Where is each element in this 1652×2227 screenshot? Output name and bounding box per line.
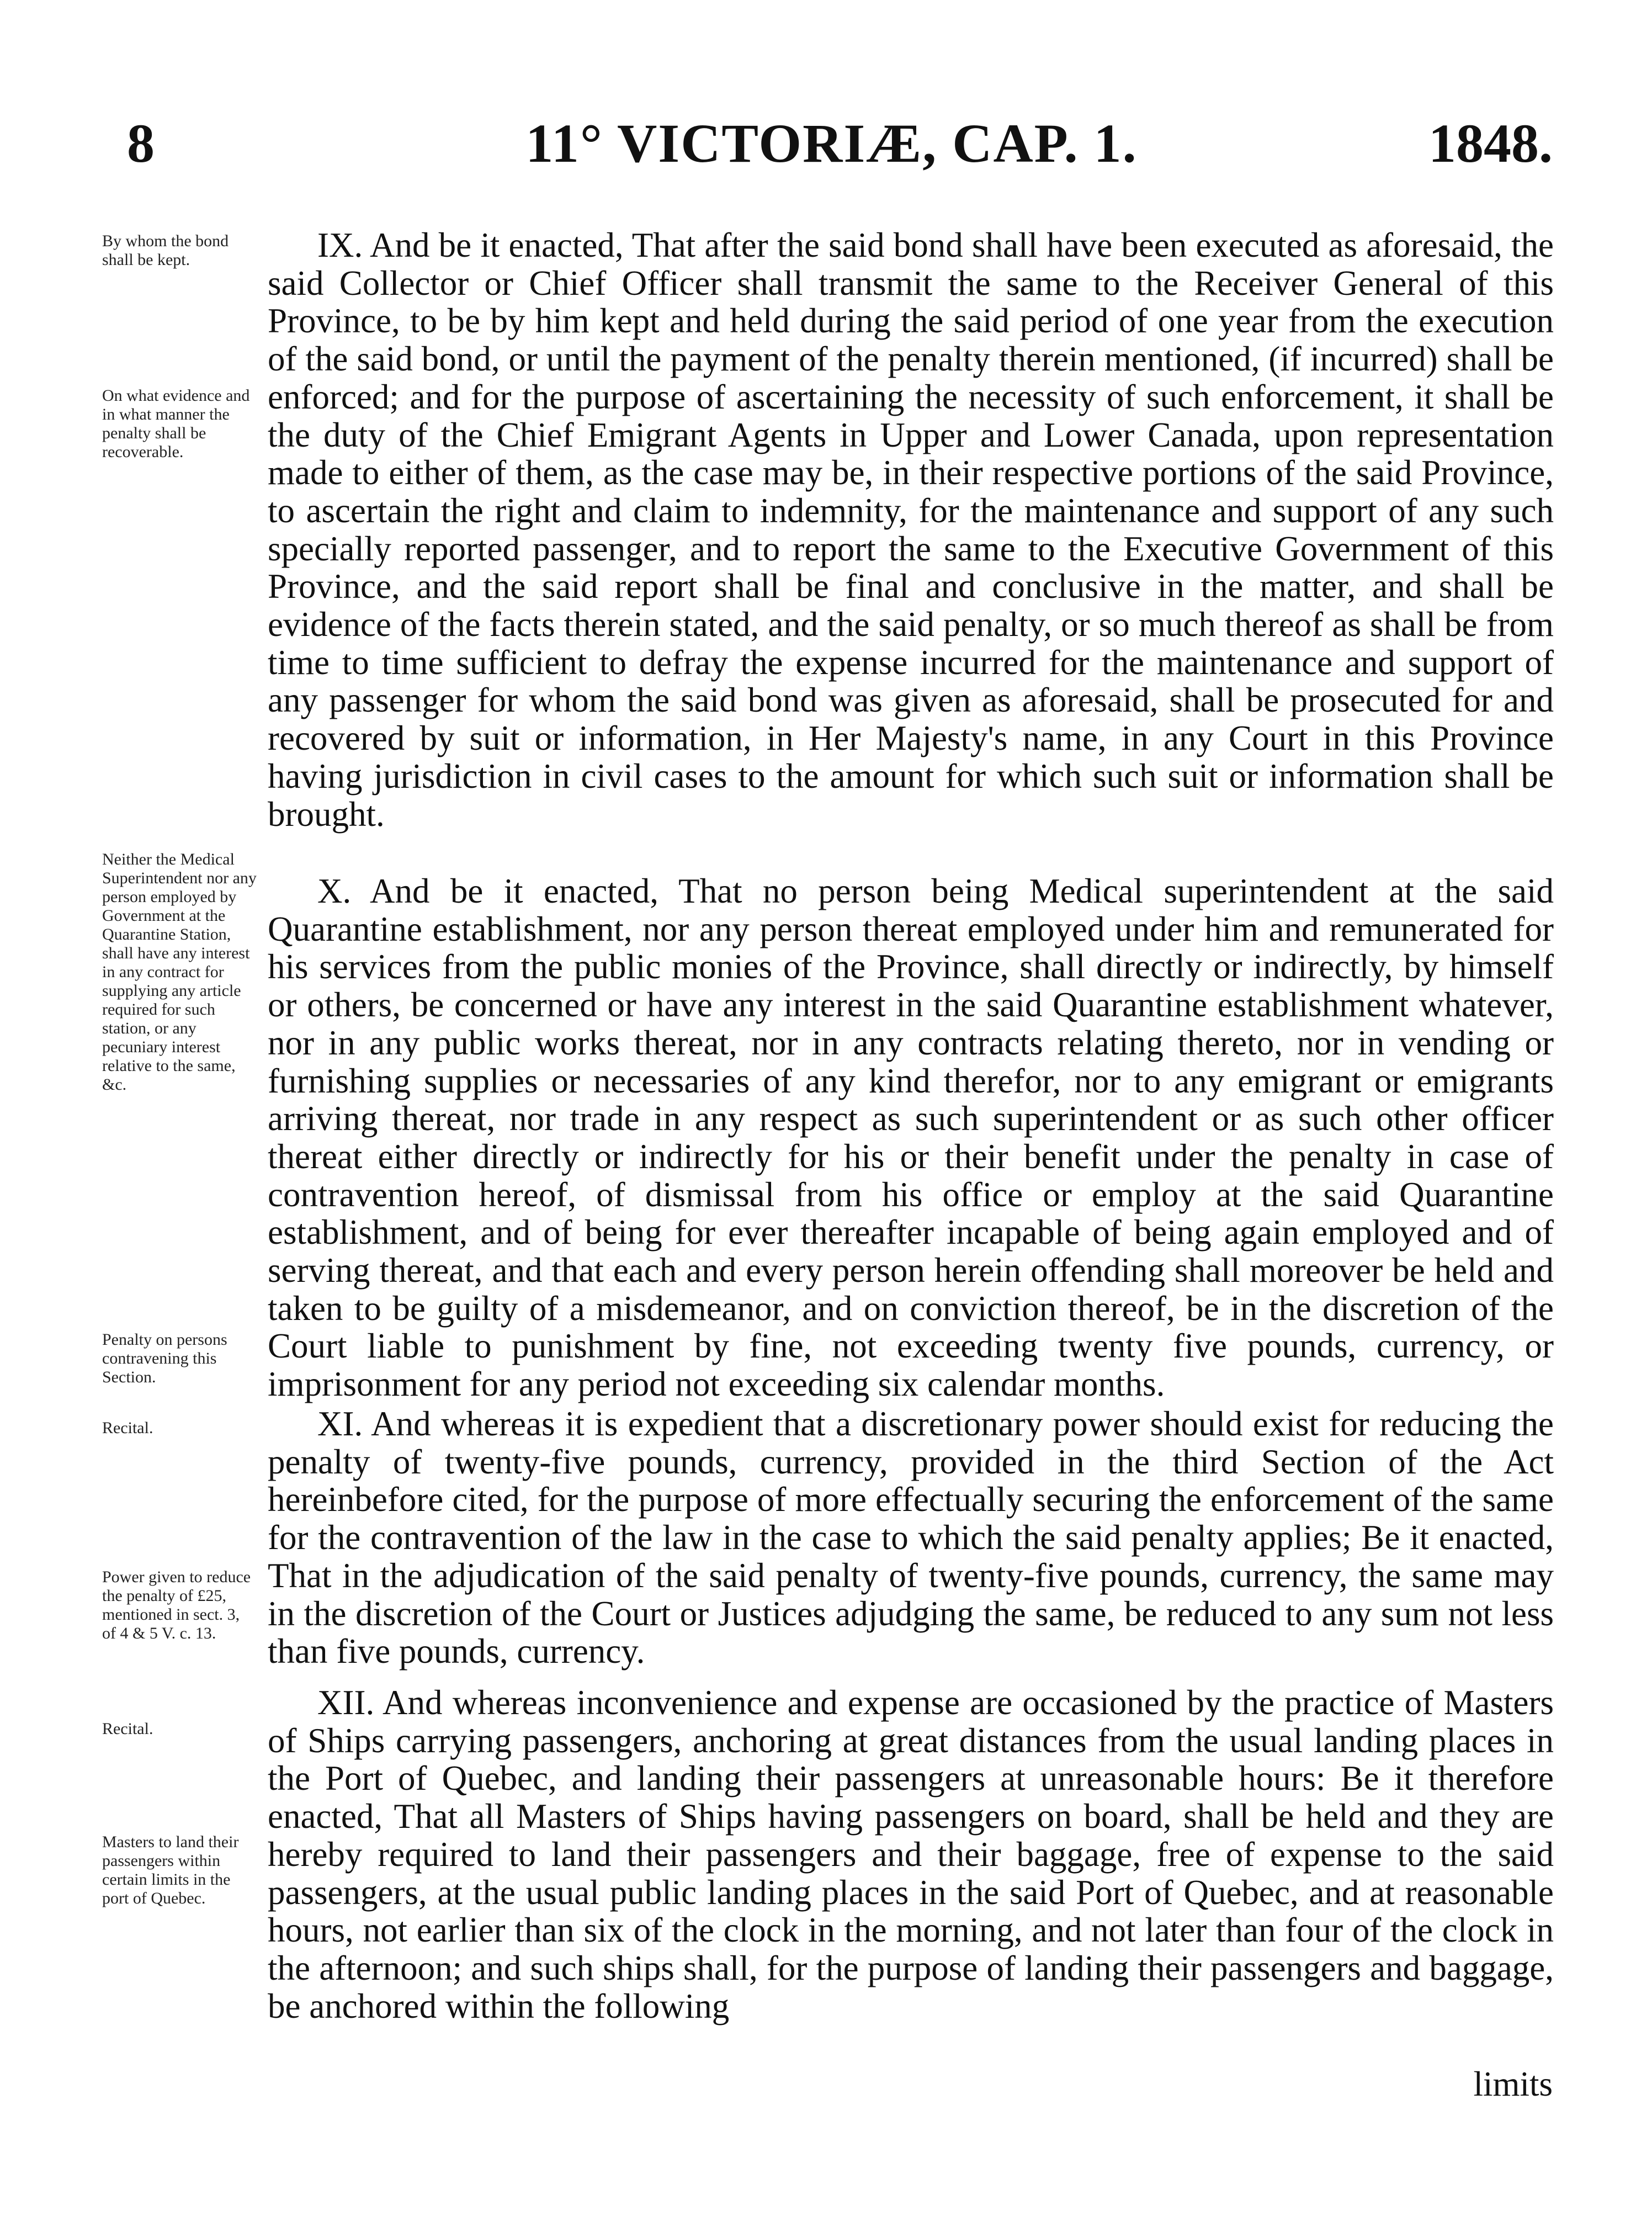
running-year: 1848. — [1428, 113, 1553, 174]
margin-note-penalty: Penalty on persons contravening this Section. — [102, 1330, 227, 1386]
margin-note-reduce-penalty: Power given to reduce the penalty of £25, mentioned in sect. 3, of 4 & 5 V. c. 13. — [102, 1568, 251, 1642]
section-xii: XII. And whereas inconvenience and expense are occasioned by the practice of Masters of Ships carrying passengers, anchoring at great distances from the usual landing places in the Port of Quebec, and landing their passengers at unreasonable hours: Be it therefore enacted, That all Masters of Ships having passengers on board, shall be held and they are hereby required to land their passengers and their baggage, free of expense to the said passengers, at the usual public landing places in the said Port of Quebec, and at reasonable hours, not earlier than six of the clock in the morning, and not later than four of the clock in the afternoon; and such ships shall, for the purpose of landing their passengers and baggage, be anchored within the following — [268, 1683, 1554, 2025]
catchword: limits — [1473, 2065, 1553, 2103]
margin-note-recital-2: Recital. — [102, 1720, 153, 1738]
section-x: X. And be it enacted, That no person being Medical superintendent at the said Quarantine establishment, nor any person thereat employed under him and remunerated for his services from the public monies of the Province, shall directly or indirectly, by himself or others, be concerned or have any interest in the said Quarantine establishment whatever, nor in any public works thereat, nor in any contracts relating thereto, nor in vending or furnishing supplies or necessaries of any kind therefor, nor to any emigrant or emigrants arriving thereat, nor trade in any respect as such superintendent or as such other officer thereat either directly or indirectly for his or their benefit under the penalty in case of contravention hereof, of dismissal from his office or employ at the said Quarantine establishment, and of being for ever thereafter incapable of being again employed and of serving thereat, and that each and every person herein offending shall moreover be held and taken to be guilty of a misdemeanor, and on conviction thereof, be in the discretion of the Court liable to punishment by fine, not exceeding twenty five pounds, currency, or imprisonment for any period not exceeding six calendar months. — [268, 872, 1554, 1404]
running-head — [110, 113, 1553, 174]
section-ix: IX. And be it enacted, That after the said bond shall have been executed as aforesaid, the said Collector or Chief Officer shall transmit the same to the Receiver General of this Province, to be by him kept and held during the said period of one year from the execution of the said bond, or until the payment of the penalty therein mentioned, (if incurred) shall be enforced; and for the purpose of ascertaining the necessity of such enforcement, it shall be the duty of the Chief Emigrant Agents in Upper and Lower Canada, upon representation made to either of them, as the case may be, in their respective portions of the said Province, to ascertain the right and claim to indemnity, for the maintenance and support of any such specially reported passenger, and to report the same to the Executive Government of this Province, and the said report shall be final and conclusive in the matter, and shall be evidence of the facts therein stated, and the said penalty, or so much thereof as shall be from time to time sufficient to defray the expense incurred for the maintenance and support of any passenger for whom the said bond was given as aforesaid, shall be prosecuted for and recovered by suit or information, in Her Majesty's name, in any Court in this Province having jurisdiction in civil cases to the amount for which such suit or information shall be brought. — [268, 226, 1554, 834]
margin-note-evidence: On what evidence and in what manner the penalty shall be recoverable. — [102, 386, 250, 461]
margin-note-bond-kept: By whom the bond shall be kept. — [102, 232, 229, 269]
section-xi: XI. And whereas it is expedient that a discretionary power should exist for reducing the penalty of twenty-five pounds, currency, provided in the third Section of the Act hereinbefore cited, for the purpose of more effectually securing the enforcement of the same for the contravention of the law in the case to which the said penalty applies; Be it enacted, That in the adjudication of the said penalty of twenty-five pounds, currency, the same may in the discretion of the Court or Justices adjudging the same, be reduced to any sum not less than five pounds, currency. — [268, 1404, 1554, 1671]
page-number: 8 — [127, 113, 155, 174]
margin-note-recital-1: Recital. — [102, 1419, 153, 1437]
running-title: 11° VICTORIÆ, CAP. 1. — [525, 113, 1138, 174]
margin-note-no-interest: Neither the Medical Superintendent nor any person employed by Government at the Quarantine Station, shall have any interest in any contract for supplying any article required for such station, or any pecuniary interest relative to the same, &c. — [102, 850, 257, 1094]
margin-note-masters-land: Masters to land their passengers within certain limits in the port of Quebec. — [102, 1833, 239, 1907]
